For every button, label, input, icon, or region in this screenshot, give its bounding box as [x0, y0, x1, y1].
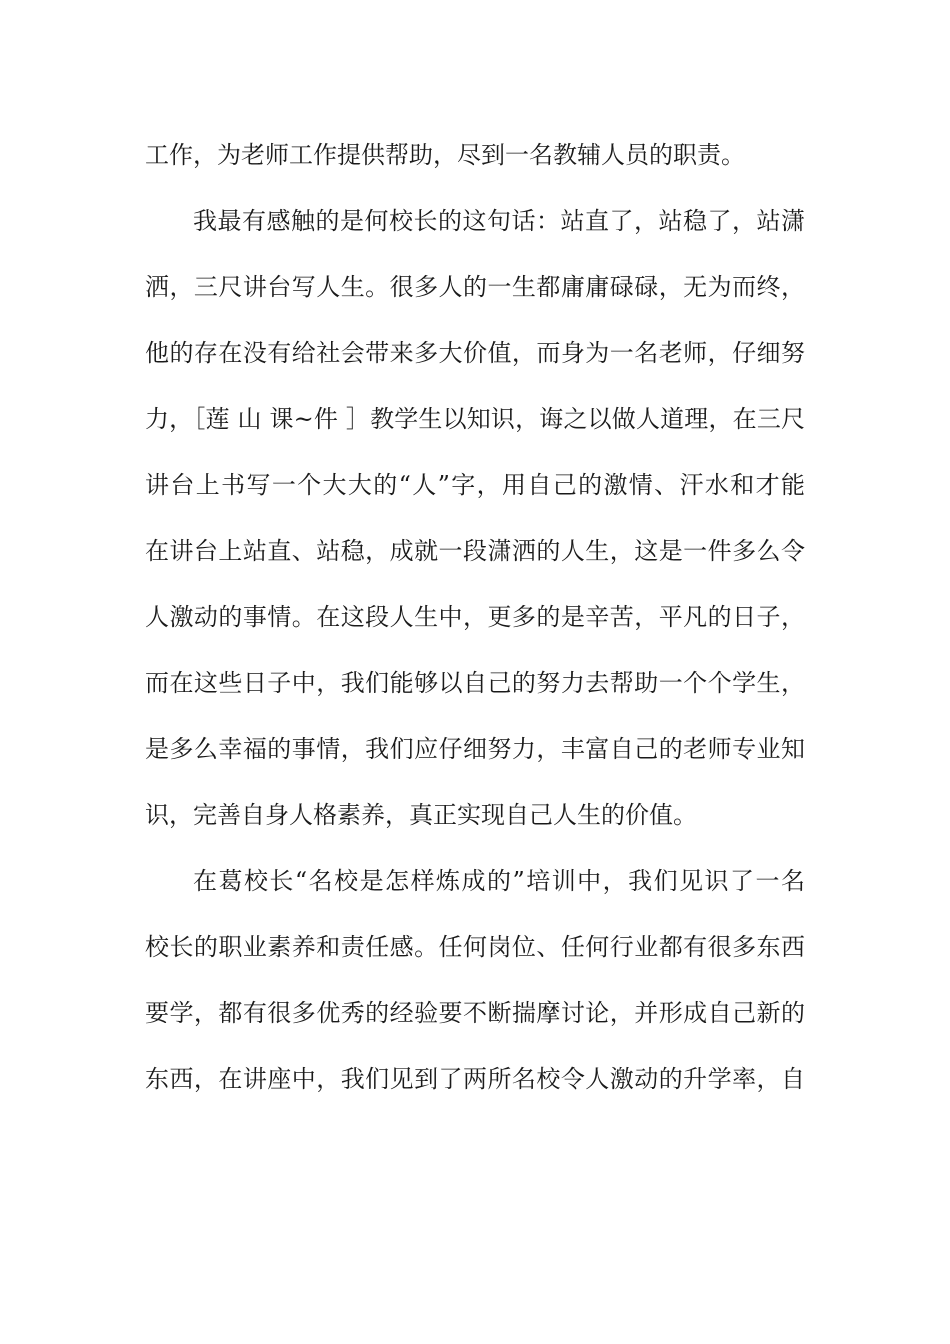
text-line-8: 人激动的事情。在这段人生中，更多的是辛苦，平凡的日子，: [145, 603, 805, 631]
text-line-4: 他的存在没有给社会带来多大价值，而身为一名老师，仔细努: [145, 339, 805, 367]
text-line-11: 识，完善自身人格素养，真正实现自己人生的价值。: [145, 801, 697, 829]
document-body: [145, 128, 805, 1118]
text-line-15: 东西，在讲座中，我们见到了两所名校令人激动的升学率，自: [145, 1065, 805, 1093]
text-line-14: 要学，都有很多优秀的经验要不断揣摩讨论，并形成自己新的: [145, 999, 805, 1027]
text-line-7: 在讲台上站直、站稳，成就一段潇洒的人生，这是一件多么令: [145, 537, 805, 565]
text-line-5: 力，［莲 山 课~件 ］教学生以知识，诲之以做人道理，在三尺: [145, 405, 805, 433]
text-line-9: 而在这些日子中，我们能够以自己的努力去帮助一个个学生，: [145, 669, 805, 697]
text-line-12: 在葛校长“名校是怎样炼成的”培训中，我们见识了一名: [193, 867, 805, 895]
text-line-13: 校长的职业素养和责任感。任何岗位、任何行业都有很多东西: [145, 933, 805, 961]
text-line-6: 讲台上书写一个大大的“人”字，用自己的激情、汗水和才能: [145, 471, 805, 499]
text-line-3: 洒，三尺讲台写人生。很多人的一生都庸庸碌碌，无为而终，: [145, 273, 805, 301]
text-line-2: 我最有感触的是何校长的这句话：站直了，站稳了，站潇: [193, 207, 805, 235]
text-line-10: 是多么幸福的事情，我们应仔细努力，丰富自己的老师专业知: [145, 735, 805, 763]
text-line-1: 工作，为老师工作提供帮助，尽到一名教辅人员的职责。: [145, 141, 745, 169]
